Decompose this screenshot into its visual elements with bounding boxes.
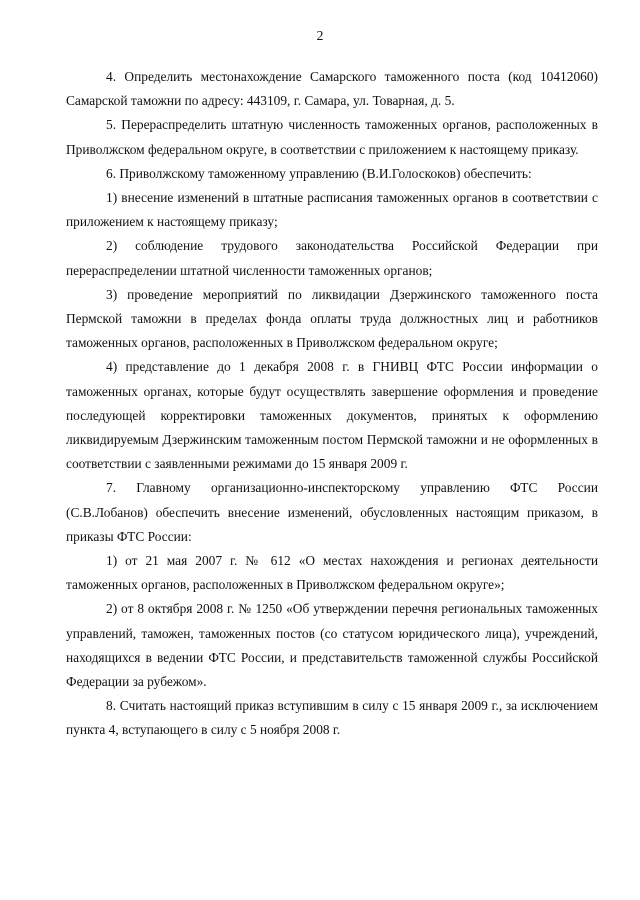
document-body <box>66 65 598 743</box>
paragraph-item-7: 7. Главному организационно-инспекторскому управлению ФТС России (С.В.Лобанов) обеспечить внесение изменений, обусловленных настоящим приказом, в приказы ФТС России: <box>66 480 598 544</box>
paragraph-subitem-6-4: 4) представление до 1 декабря 2008 г. в ГНИВЦ ФТС России информации о таможенных органах, которые будут осуществлять завершение оформления и проведение последующей корректировки таможенных документов, принятых к оформлению ликвидируемым Дзержинским таможенным постом Пермской таможни и не оформленных в соответствии с заявленными режимами до 15 января 2009 г. <box>66 359 598 472</box>
paragraph-subitem-7-2: 2) от 8 октября 2008 г. № 1250 «Об утверждении перечня региональных таможенных управлений, таможен, таможенных постов (со статусом юридического лица), учреждений, находящихся в ведении ФТС России, и представительств таможенной службы Российской Федерации за рубежом». <box>66 601 598 690</box>
paragraph-item-8: 8. Считать настоящий приказ вступившим в силу с 15 января 2009 г., за исключением пункта 4, вступающего в силу с 5 ноября 2008 г. <box>66 698 598 738</box>
paragraph-subitem-6-1: 1) внесение изменений в штатные расписания таможенных органов в соответствии с приложением к настоящему приказу; <box>66 190 598 230</box>
paragraph-item-5: 5. Перераспределить штатную численность таможенных органов, расположенных в Приволжском федеральном округе, в соответствии с приложением к настоящему приказу. <box>66 117 598 157</box>
page-number: 2 <box>316 28 324 43</box>
paragraph-item-6: 6. Приволжскому таможенному управлению (В.И.Голоскоков) обеспечить: <box>106 165 532 181</box>
paragraph-subitem-6-3: 3) проведение мероприятий по ликвидации Дзержинского таможенного поста Пермской таможни в пределах фонда оплаты труда должностных лиц и работников таможенных органов, расположенных в Приволжском федеральном округе; <box>66 286 598 351</box>
paragraph-subitem-7-1: 1) от 21 мая 2007 г. № 612 «О местах нахождения и регионах деятельности таможенных органов, расположенных в Приволжском федеральном округе»; <box>66 553 598 593</box>
paragraph-subitem-6-2: 2) соблюдение трудового законодательства Российской Федерации при перераспределении штатной численности таможенных органов; <box>66 238 598 278</box>
paragraph-item-4: 4. Определить местонахождение Самарского таможенного поста (код 10412060) Самарской таможни по адресу: 443109, г. Самара, ул. Товарная, д. 5. <box>66 69 598 109</box>
